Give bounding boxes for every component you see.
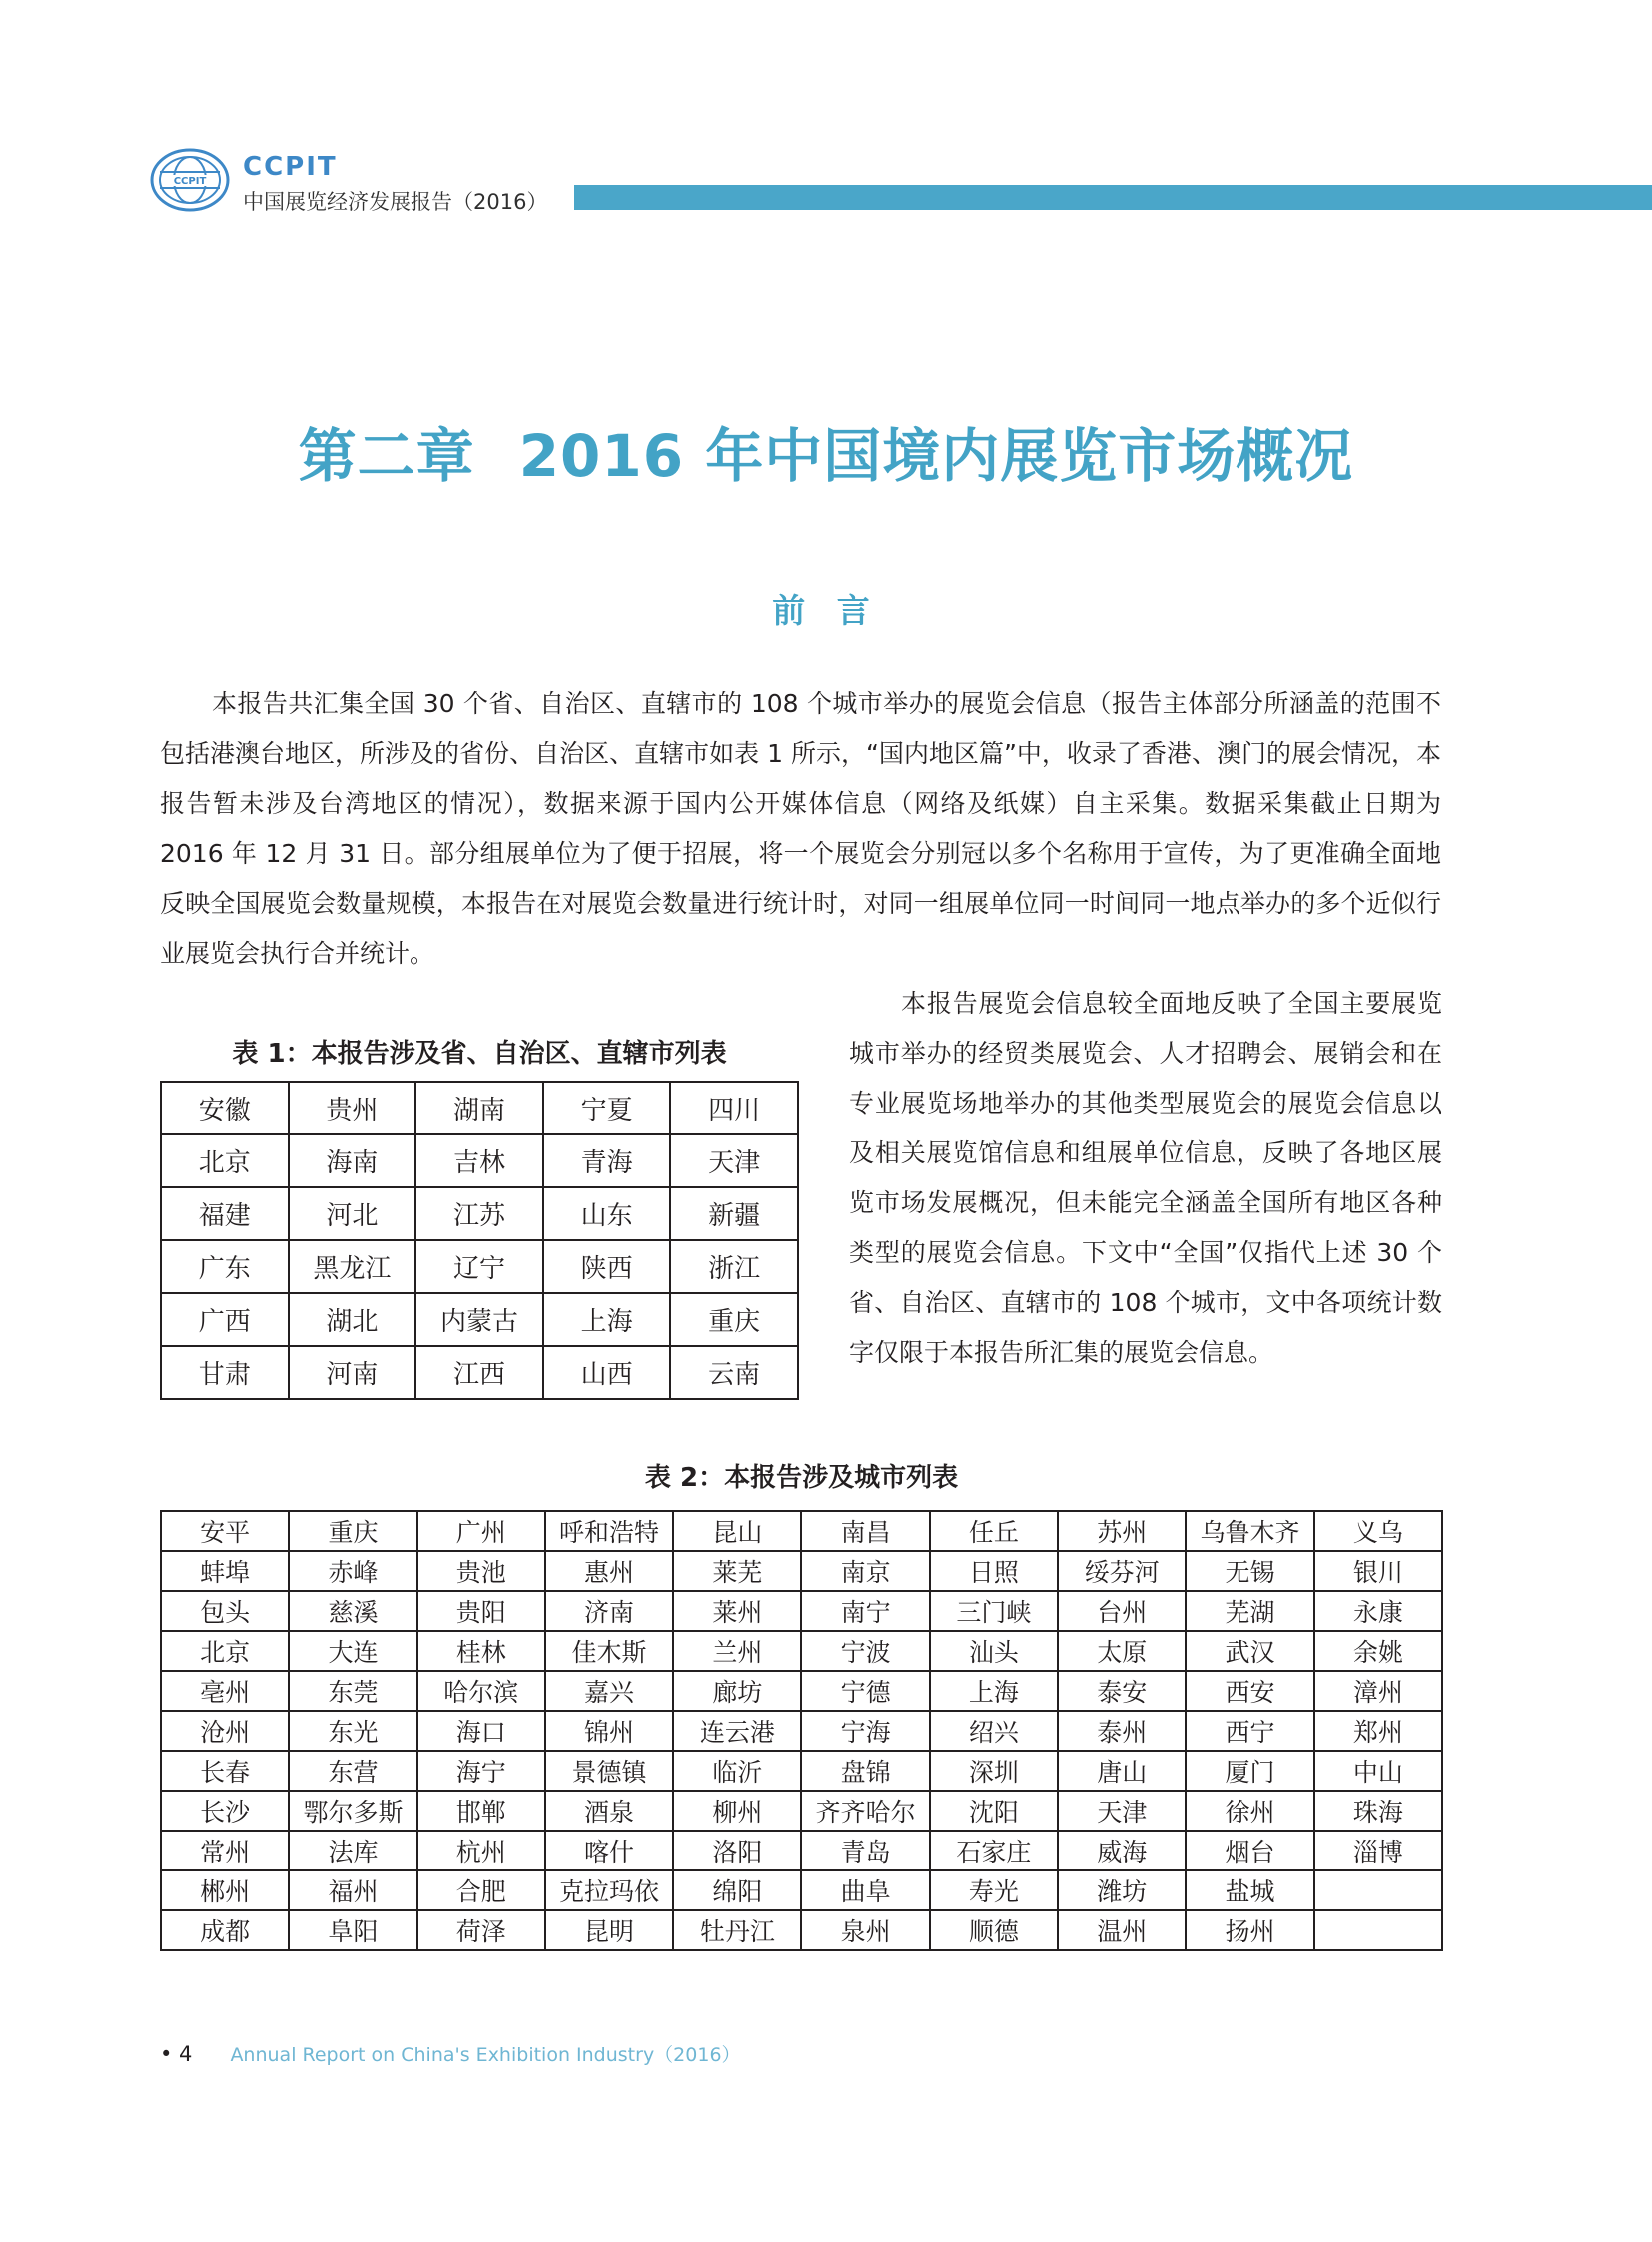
table-cell: 重庆: [670, 1293, 798, 1346]
table-cell: [1314, 1870, 1442, 1910]
table-cell: 顺德: [930, 1910, 1058, 1950]
table-row: [161, 1551, 1442, 1591]
table-cell: 青岛: [801, 1831, 929, 1870]
table-cell: 厦门: [1186, 1751, 1313, 1791]
table-cell: 无锡: [1186, 1551, 1313, 1591]
table-cell: 宁德: [801, 1671, 929, 1711]
table-cell: 法库: [289, 1831, 416, 1870]
table-cell: 郑州: [1314, 1711, 1442, 1751]
table-cell: [1314, 1910, 1442, 1950]
table-cell: 石家庄: [930, 1831, 1058, 1870]
header-accent-bar: [574, 185, 1652, 210]
table-cell: 扬州: [1186, 1910, 1313, 1950]
cities-table: [160, 1510, 1443, 1951]
table-cell: 深圳: [930, 1751, 1058, 1791]
table-cell: 陕西: [543, 1240, 671, 1293]
table-cell: 包头: [161, 1591, 289, 1631]
table-cell: 重庆: [289, 1511, 416, 1551]
table-cell: 盘锦: [801, 1751, 929, 1791]
table-cell: 南京: [801, 1551, 929, 1591]
table-cell: 湖南: [415, 1082, 543, 1134]
table-cell: 惠州: [545, 1551, 673, 1591]
table-cell: 乌鲁木齐: [1186, 1511, 1313, 1551]
table-cell: 齐齐哈尔: [801, 1791, 929, 1831]
table-cell: 东光: [289, 1711, 416, 1751]
table-cell: 上海: [543, 1293, 671, 1346]
table-cell: 江苏: [415, 1187, 543, 1240]
table-cell: 南昌: [801, 1511, 929, 1551]
table-cell: 徐州: [1186, 1791, 1313, 1831]
table-cell: 呼和浩特: [545, 1511, 673, 1551]
table-cell: 杭州: [417, 1831, 545, 1870]
table-cell: 临沂: [673, 1751, 801, 1791]
table-cell: 莱州: [673, 1591, 801, 1631]
table-cell: 安平: [161, 1511, 289, 1551]
table-cell: 曲阜: [801, 1870, 929, 1910]
table-cell: 台州: [1058, 1591, 1186, 1631]
table-cell: 绍兴: [930, 1711, 1058, 1751]
table-cell: 潍坊: [1058, 1870, 1186, 1910]
table-cell: 绵阳: [673, 1870, 801, 1910]
table-cell: 义乌: [1314, 1511, 1442, 1551]
table-cell: 泰州: [1058, 1711, 1186, 1751]
table-cell: 河南: [289, 1346, 416, 1399]
table-cell: 贵阳: [417, 1591, 545, 1631]
table-cell: 漳州: [1314, 1671, 1442, 1711]
table-cell: 新疆: [670, 1187, 798, 1240]
table-cell: 淄博: [1314, 1831, 1442, 1870]
table-cell: 郴州: [161, 1870, 289, 1910]
table-cell: 天津: [670, 1134, 798, 1187]
brand-name: CCPIT: [243, 152, 338, 182]
table-cell: 泰安: [1058, 1671, 1186, 1711]
table-cell: 三门峡: [930, 1591, 1058, 1631]
table2-caption: 表 2：本报告涉及城市列表: [644, 1463, 959, 1493]
table-cell: 余姚: [1314, 1631, 1442, 1671]
table-cell: 蚌埠: [161, 1551, 289, 1591]
table-cell: 长春: [161, 1751, 289, 1791]
table-cell: 山西: [543, 1346, 671, 1399]
table-cell: 济南: [545, 1591, 673, 1631]
page-header: [150, 148, 1652, 228]
table-cell: 宁波: [801, 1631, 929, 1671]
table-cell: 日照: [930, 1551, 1058, 1591]
side-paragraph: 本报告展览会信息较全面地反映了全国主要展览城市举办的经贸类展览会、人才招聘会、展销会和在专业展览场地举办的其他类型展览会的展览会信息以及相关展览馆信息和组展单位信息，反映了各地区展览市场发展概况，但未能完全涵盖全国所有地区各种类型的展览会信息。下文中“全国”仅指代上述 30 个省、自治区、直辖市的 108 个城市，文中各项统计数字仅限于本报告所汇集的展览会信息。: [849, 989, 1442, 1367]
table-row: [161, 1082, 798, 1134]
table-cell: 北京: [161, 1631, 289, 1671]
table-cell: 海宁: [417, 1751, 545, 1791]
table-cell: 慈溪: [289, 1591, 416, 1631]
table-cell: 嘉兴: [545, 1671, 673, 1711]
table-cell: 兰州: [673, 1631, 801, 1671]
table-cell: 海口: [417, 1711, 545, 1751]
table-cell: 中山: [1314, 1751, 1442, 1791]
table-cell: 福州: [289, 1870, 416, 1910]
table-cell: 盐城: [1186, 1870, 1313, 1910]
table-row: [161, 1671, 1442, 1711]
table-cell: 任丘: [930, 1511, 1058, 1551]
table-cell: 绥芬河: [1058, 1551, 1186, 1591]
table-cell: 宁海: [801, 1711, 929, 1751]
table-cell: 温州: [1058, 1910, 1186, 1950]
table-cell: 西宁: [1186, 1711, 1313, 1751]
table-cell: 江西: [415, 1346, 543, 1399]
table-cell: 黑龙江: [289, 1240, 416, 1293]
table-cell: 辽宁: [415, 1240, 543, 1293]
table-cell: 青海: [543, 1134, 671, 1187]
footer-english-title: Annual Report on China's Exhibition Industry（2016）: [230, 2044, 741, 2066]
table-cell: 四川: [670, 1082, 798, 1134]
table-cell: 东营: [289, 1751, 416, 1791]
table-row: [161, 1591, 1442, 1631]
table-cell: 芜湖: [1186, 1591, 1313, 1631]
table-cell: 湖北: [289, 1293, 416, 1346]
table-cell: 安徽: [161, 1082, 289, 1134]
table-cell: 柳州: [673, 1791, 801, 1831]
table-cell: 沧州: [161, 1711, 289, 1751]
table-cell: 吉林: [415, 1134, 543, 1187]
table-cell: 永康: [1314, 1591, 1442, 1631]
page-footer: [160, 2040, 741, 2067]
table-cell: 哈尔滨: [417, 1671, 545, 1711]
table-row: [161, 1910, 1442, 1950]
table-cell: 昆明: [545, 1910, 673, 1950]
table-cell: 喀什: [545, 1831, 673, 1870]
table-cell: 合肥: [417, 1870, 545, 1910]
table-row: [161, 1831, 1442, 1870]
table-cell: 宁夏: [543, 1082, 671, 1134]
table-cell: 贵池: [417, 1551, 545, 1591]
table-cell: 昆山: [673, 1511, 801, 1551]
table-cell: 鄂尔多斯: [289, 1791, 416, 1831]
table-row: [161, 1240, 798, 1293]
table-cell: 西安: [1186, 1671, 1313, 1711]
table-row: [161, 1346, 798, 1399]
table-cell: 南宁: [801, 1591, 929, 1631]
table-cell: 汕头: [930, 1631, 1058, 1671]
table-row: [161, 1134, 798, 1187]
table-row: [161, 1293, 798, 1346]
table-cell: 景德镇: [545, 1751, 673, 1791]
chapter-name: 2016 年中国境内展览市场概况: [518, 422, 1354, 490]
table-cell: 寿光: [930, 1870, 1058, 1910]
table-cell: 锦州: [545, 1711, 673, 1751]
table-cell: 威海: [1058, 1831, 1186, 1870]
table-cell: 牡丹江: [673, 1910, 801, 1950]
table-row: [161, 1187, 798, 1240]
table-cell: 河北: [289, 1187, 416, 1240]
ccpit-globe-logo-icon: [150, 148, 230, 212]
report-subtitle: 中国展览经济发展报告（2016）: [243, 190, 548, 214]
table-cell: 常州: [161, 1831, 289, 1870]
table-cell: 太原: [1058, 1631, 1186, 1671]
table-cell: 邯郸: [417, 1791, 545, 1831]
table-cell: 长沙: [161, 1791, 289, 1831]
table-cell: 大连: [289, 1631, 416, 1671]
table-cell: 成都: [161, 1910, 289, 1950]
table-cell: 武汉: [1186, 1631, 1313, 1671]
table-cell: 沈阳: [930, 1791, 1058, 1831]
table-cell: 甘肃: [161, 1346, 289, 1399]
table-cell: 贵州: [289, 1082, 416, 1134]
chapter-number: 第二章: [298, 422, 475, 490]
table-cell: 荷泽: [417, 1910, 545, 1950]
table-cell: 海南: [289, 1134, 416, 1187]
table-cell: 上海: [930, 1671, 1058, 1711]
table-cell: 云南: [670, 1346, 798, 1399]
table-cell: 东莞: [289, 1671, 416, 1711]
table-row: [161, 1751, 1442, 1791]
table-cell: 珠海: [1314, 1791, 1442, 1831]
table-row: [161, 1711, 1442, 1751]
table-cell: 唐山: [1058, 1751, 1186, 1791]
table-cell: 浙江: [670, 1240, 798, 1293]
provinces-table: [160, 1081, 799, 1400]
table-cell: 廊坊: [673, 1671, 801, 1711]
table-cell: 泉州: [801, 1910, 929, 1950]
table-cell: 洛阳: [673, 1831, 801, 1870]
table-cell: 阜阳: [289, 1910, 416, 1950]
table-cell: 福建: [161, 1187, 289, 1240]
table-row: [161, 1631, 1442, 1671]
section-title: 前 言: [772, 591, 880, 630]
intro-paragraph: 本报告共汇集全国 30 个省、自治区、直辖市的 108 个城市举办的展览会信息（报告主体部分所涵盖的范围不包括港澳台地区，所涉及的省份、自治区、直辖市如表 1 所示，“国内地区篇”中，收录了香港、澳门的展会情况，本报告暂未涉及台湾地区的情况），数据来源于国内公开媒体信息（网络及纸媒）自主采集。数据采集截止日期为 2016 年 12 月 31 日。部分组展单位为了便于招展，将一个展览会分别冠以多个名称用于宣传，为了更准确全面地反映全国展览会数量规模，本报告在对展览会数量进行统计时，对同一组展单位同一时间同一地点举办的多个近似行业展览会执行合并统计。: [160, 689, 1441, 968]
table-cell: 苏州: [1058, 1511, 1186, 1551]
table-cell: 佳木斯: [545, 1631, 673, 1671]
table-cell: 广东: [161, 1240, 289, 1293]
page-number: • 4: [160, 2042, 193, 2066]
table-row: [161, 1870, 1442, 1910]
table-row: [161, 1791, 1442, 1831]
table-cell: 赤峰: [289, 1551, 416, 1591]
table-cell: 广西: [161, 1293, 289, 1346]
table-cell: 天津: [1058, 1791, 1186, 1831]
table-row: [161, 1511, 1442, 1551]
table-cell: 酒泉: [545, 1791, 673, 1831]
table-cell: 广州: [417, 1511, 545, 1551]
table-cell: 克拉玛依: [545, 1870, 673, 1910]
table-cell: 桂林: [417, 1631, 545, 1671]
svg-text:CCPIT: CCPIT: [173, 176, 207, 187]
table-cell: 莱芜: [673, 1551, 801, 1591]
table-cell: 亳州: [161, 1671, 289, 1711]
table-cell: 山东: [543, 1187, 671, 1240]
table-cell: 连云港: [673, 1711, 801, 1751]
table-cell: 内蒙古: [415, 1293, 543, 1346]
table-cell: 北京: [161, 1134, 289, 1187]
table-cell: 银川: [1314, 1551, 1442, 1591]
table1-caption: 表 1：本报告涉及省、自治区、直辖市列表: [232, 1039, 727, 1069]
chapter-title: [0, 409, 1652, 493]
table-cell: 烟台: [1186, 1831, 1313, 1870]
